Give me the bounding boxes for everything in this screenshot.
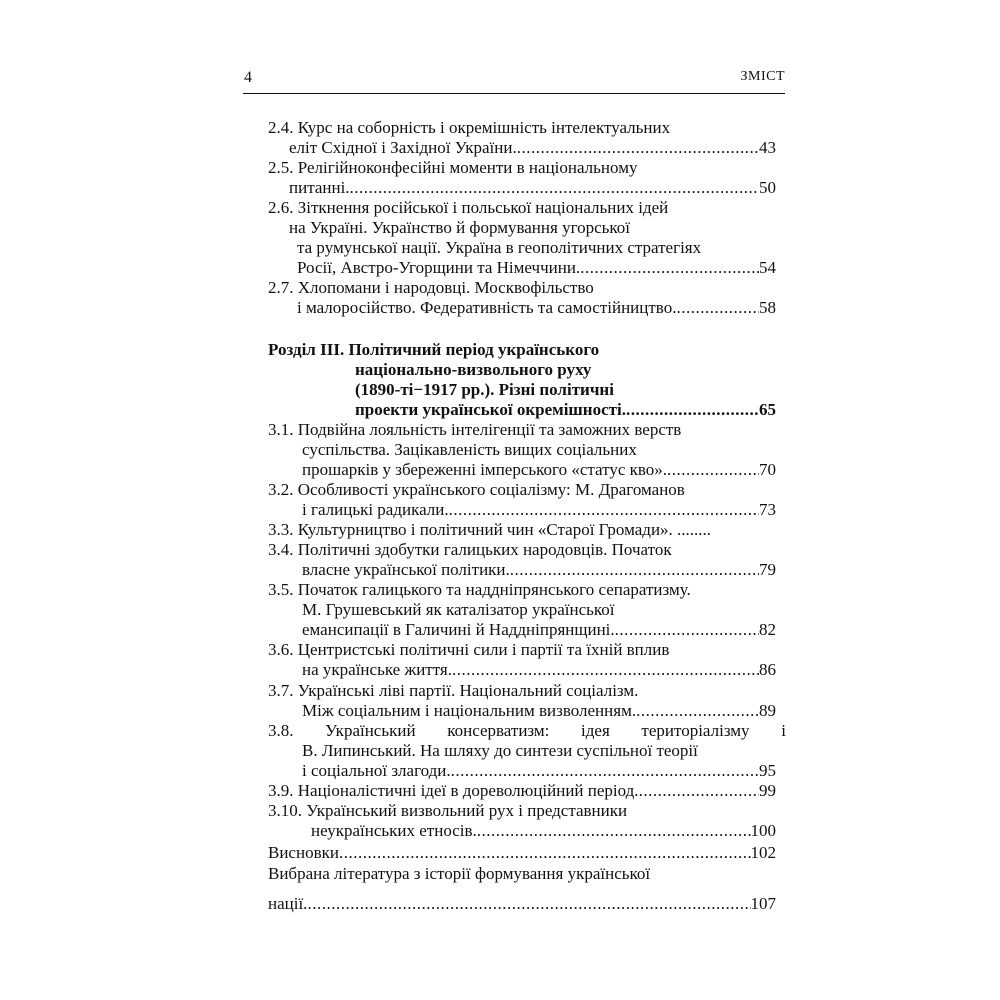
toc-entry-3-8-word: територіалізму [641,721,750,740]
toc-entry-3-6-line-2 [302,660,776,680]
toc-entry-3-6-line-1: 3.6. Центристські політичні сили і партії та їхній вплив [268,640,670,659]
toc-entry-3-8-word: 3.8. [268,721,294,740]
toc-entry-2-4-line-1: 2.4. Курс на соборність і окремішність інтелектуальних [268,118,671,137]
toc-entry-3-4-line-1: 3.4. Політичні здобутки галицьких народовців. Початок [268,540,672,559]
toc-entry-3-7-line-1: 3.7. Українські ліві партії. Національний соціалізм. [268,681,639,700]
toc-entry-2-7-line-1: 2.7. Хлопомани і народовці. Москвофільство [268,278,594,297]
chapter-3-heading-line-4 [355,400,776,420]
toc-entry-3-5-text: емансипації в Галичині й Наддніпрянщині. [302,620,615,639]
chapter-3-text: проекти української окремішності. [355,400,626,419]
toc-entry-2-7-line-2 [297,298,776,318]
toc-entry-3-2-text: і галицькі радикали. [302,500,449,519]
toc-entry-2-5-page: 50 [759,178,776,197]
toc-entry-3-7-page: 89 [759,701,776,720]
toc-entry-3-1-line-1: 3.1. Подвійна лояльність інтелігенції та заможних верств [268,420,682,439]
toc-literature-line-2 [268,894,776,914]
toc-entry-3-9-text: 3.9. Націоналістичні ідеї в дореволюційний період. [268,781,639,800]
toc-entry-3-8-word: консерватизм: [447,721,550,740]
header-rule [243,93,785,94]
toc-entry-3-8-line-3 [302,761,776,781]
toc-entry-3-2-line-1: 3.2. Особливості українського соціалізму: М. Драгоманов [268,480,685,499]
toc-entry-3-5-line-2: М. Грушевський як каталізатор української [302,600,615,619]
toc-entry-3-9-page: 99 [759,781,776,800]
chapter-3-page: 65 [759,400,776,419]
toc-entry-3-2-page: 73 [759,500,776,519]
toc-literature-line-1: Вибрана література з історії формування української [268,864,651,883]
toc-entry-3-3-text: 3.3. Культурництво і політичний чин «Старої Громади». [268,520,673,539]
toc-entry-2-6-text: Росії, Австро-Угорщини та Німеччини. [297,258,581,277]
running-title: ЗМІСТ [740,69,785,84]
toc-conclusions [268,843,776,863]
page-number: 4 [244,69,252,86]
toc-entry-3-6-page: 86 [759,660,776,679]
chapter-3-heading-line-1: Розділ III. Політичний період українського [268,340,600,359]
toc-entry-3-7-line-2 [302,701,776,721]
toc-literature-text: нації. [268,894,308,913]
toc-conclusions-text: Висновки [268,843,339,862]
toc-entry-3-3-line-1 [268,520,711,540]
toc-entry-2-4-text: еліт Східної і Західної України. [289,138,517,157]
toc-entry-3-8-word: ідея [581,721,610,740]
toc-entry-2-6-line-2: на Україні. Українство й формування угорської [289,218,631,237]
toc-entry-2-7-page: 58 [759,298,776,317]
toc-entry-3-10-text: неукраїнських етносів. [311,821,477,840]
toc-entry-2-5-line-2 [289,178,776,198]
toc-entry-3-8-page: 95 [759,761,776,780]
chapter-3-heading-line-2: національно-визвольного руху [355,360,592,379]
toc-entry-3-1-line-2: суспільства. Зацікавленість вищих соціальних [302,440,637,459]
toc-entry-2-4-line-2 [289,138,776,158]
toc-entry-2-4-page: 43 [759,138,776,157]
toc-entry-3-5-page: 82 [759,620,776,639]
toc-entry-3-9-line-1 [268,781,776,801]
toc-entry-2-7-text: і малоросійство. Федеративність та самостійництво. [297,298,677,317]
toc-entry-3-10-page: 100 [750,821,776,840]
toc-entry-3-8-text: і соціальної злагоди. [302,761,451,780]
toc-entry-3-8-line-1 [268,721,786,741]
toc-entry-3-4-text: власне української політики. [302,560,510,579]
toc-entry-3-5-line-3 [302,620,776,640]
chapter-3-heading-line-3: (1890-ті−1917 рр.). Різні політичні [355,380,614,399]
toc-entry-3-8-word: Український [325,721,416,740]
toc-entry-2-6-line-3: та румунської нації. Україна в геополітичних стратегіях [297,238,702,257]
toc-entry-3-1-page: 70 [759,460,776,479]
toc-entry-3-1-text: прошарків у збереженні імперського «статус кво». [302,460,668,479]
toc-entry-2-6-page: 54 [759,258,776,277]
toc-conclusions-page: 102 [750,843,776,862]
toc-entry-3-8-word: і [781,721,786,740]
toc-entry-3-4-line-2 [302,560,776,580]
toc-entry-2-6-line-1: 2.6. Зіткнення російської і польської національних ідей [268,198,669,217]
toc-entry-3-10-line-1: 3.10. Український визвольний рух і представники [268,801,628,820]
toc-entry-2-5-line-1: 2.5. Релігійноконфесійні моменти в національному [268,158,638,177]
toc-entry-3-2-line-2 [302,500,776,520]
toc-entry-3-10-line-2 [311,821,776,841]
toc-entry-3-7-text: Між соціальним і національним визволенням. [302,701,637,720]
toc-entry-3-6-text: на українське життя. [302,660,452,679]
toc-entry-2-6-line-4 [297,258,776,278]
toc-entry-3-1-line-3 [302,460,776,480]
toc-entry-3-8-line-2: В. Липинський. На шляху до синтези суспільної теорії [302,741,698,760]
toc-entry-3-4-page: 79 [759,560,776,579]
toc-literature-page: 107 [750,894,776,913]
toc-entry-3-3-dots: ........ [677,520,712,539]
toc-entry-2-5-text: питанні. [289,178,350,197]
toc-entry-3-5-line-1: 3.5. Початок галицького та наддніпрянського сепаратизму. [268,580,691,599]
